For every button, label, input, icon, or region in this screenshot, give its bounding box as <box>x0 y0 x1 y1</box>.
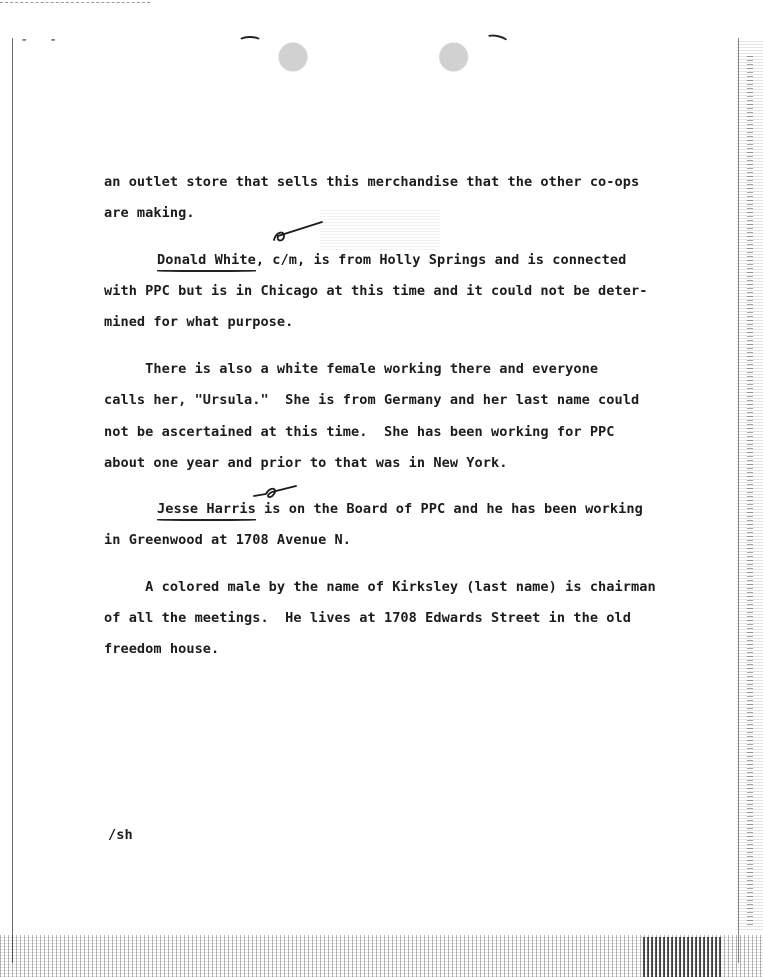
scan-noise-bottom-dark <box>643 937 723 977</box>
donald-line-rest: , c/m, is from Holly Springs and is connected <box>255 252 627 268</box>
text-line-3: with PPC but is in Chicago at this time and it could not be deter- <box>104 283 648 299</box>
text-line-8: about one year and prior to that was in New York. <box>104 455 508 471</box>
staple-mark-right <box>484 33 510 49</box>
staple-mark-left <box>238 36 262 47</box>
text-line-10: A colored male by the name of Kirksley (last name) is chairman <box>104 579 656 595</box>
text-line-donald <box>157 252 626 268</box>
text-line-1: an outlet store that sells this merchandise that the other co-ops <box>104 174 640 190</box>
corner-mark: - - <box>20 32 64 48</box>
text-line-9: in Greenwood at 1708 Avenue N. <box>104 532 352 548</box>
handwritten-check-mark-icon <box>270 220 328 244</box>
jesse-line-rest: is on the Board of PPC and he has been working <box>255 501 643 517</box>
page-left-edge <box>12 38 13 963</box>
scan-top-edge <box>0 2 150 3</box>
scan-noise-right-dark <box>747 55 753 925</box>
scan-noise-top <box>260 42 480 72</box>
text-line-6: calls her, "Ursula." She is from Germany and her last name could <box>104 392 640 408</box>
text-line-11: of all the meetings. He lives at 1708 Edwards Street in the old <box>104 610 631 626</box>
text-line-12: freedom house. <box>104 641 220 657</box>
underlined-name-jesse-harris: Jesse Harris <box>157 501 256 517</box>
text-line-4: mined for what purpose. <box>104 314 294 330</box>
typist-initials: /sh <box>108 827 133 843</box>
text-line-5: There is also a white female working there and everyone <box>104 361 599 377</box>
underlined-name-donald-white: Donald White <box>157 252 256 268</box>
scan-noise-middle <box>320 210 440 250</box>
text-line-jesse <box>157 501 643 517</box>
handwritten-check-mark-icon <box>252 482 310 506</box>
text-line-2: are making. <box>104 205 195 221</box>
text-line-7: not be ascertained at this time. She has been working for PPC <box>104 424 615 440</box>
